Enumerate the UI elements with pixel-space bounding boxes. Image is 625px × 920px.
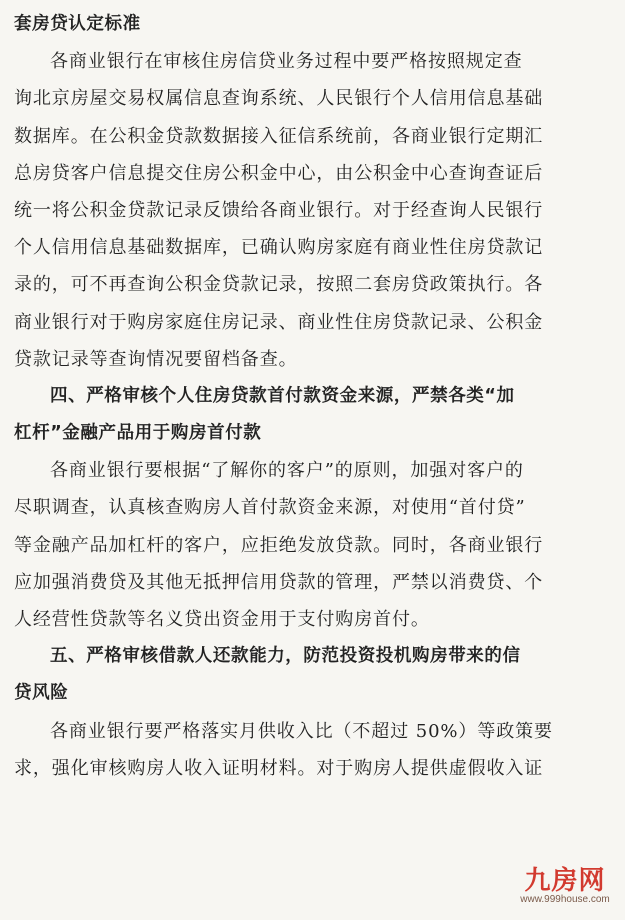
text-line: 应加强消费贷及其他无抵押信用贷款的管理，严禁以消费贷、个 (14, 571, 544, 593)
watermark-title: 九房网 (524, 865, 606, 895)
text-line: 商业银行对于购房家庭住房记录、商业性住房贷款记录、公积金 (14, 311, 544, 333)
text-line: 五、严格审核借款人还款能力，防范投资投机购房带来的信 (50, 646, 521, 667)
text-line: 各商业银行在审核住房信贷业务过程中要严格按照规定查 (50, 51, 523, 73)
text-line: 询北京房屋交易权属信息查询系统、人民银行个人信用信息基础 (14, 88, 544, 110)
text-line: 贷款记录等查询情况要留档备查。 (14, 348, 298, 370)
document-page (14, 6, 614, 787)
text-line: 各商业银行要根据“了解你的客户”的原则，加强对客户的 (50, 460, 524, 482)
text-line: 总房贷客户信息提交住房公积金中心，由公积金中心查询查证后 (14, 162, 544, 184)
site-watermark-logo (515, 866, 615, 910)
text-line: 贷风险 (14, 683, 69, 704)
text-line: 尽职调查，认真核查购房人首付款资金来源，对使用“首付贷” (14, 497, 526, 519)
text-line: 各商业银行要严格落实月供收入比（不超过 50%）等政策要 (50, 720, 553, 742)
text-line: 录的，可不再查询公积金贷款记录，按照二套房贷政策执行。各 (14, 274, 544, 296)
watermark-url: www.999house.com (520, 894, 610, 905)
text-line: 四、严格审核个人住房贷款首付款资金来源，严禁各类“加 (50, 385, 515, 406)
text-line: 个人信用信息基础数据库，已确认购房家庭有商业性住房贷款记 (14, 237, 544, 259)
text-line: 统一将公积金贷款记录反馈给各商业银行。对于经查询人民银行 (14, 199, 544, 221)
text-line: 人经营性贷款等名义贷出资金用于支付购房首付。 (14, 609, 430, 630)
text-line: 杠杆”金融产品用于购房首付款 (14, 423, 262, 444)
text-line: 套房贷认定标准 (14, 14, 141, 34)
text-line: 等金融产品加杠杆的客户，应拒绝发放贷款。同时，各商业银行 (14, 534, 544, 556)
text-line: 数据库。在公积金贷款数据接入征信系统前，各商业银行定期汇 (14, 125, 544, 147)
text-line: 求，强化审核购房人收入证明材料。对于购房人提供虚假收入证 (14, 757, 544, 779)
